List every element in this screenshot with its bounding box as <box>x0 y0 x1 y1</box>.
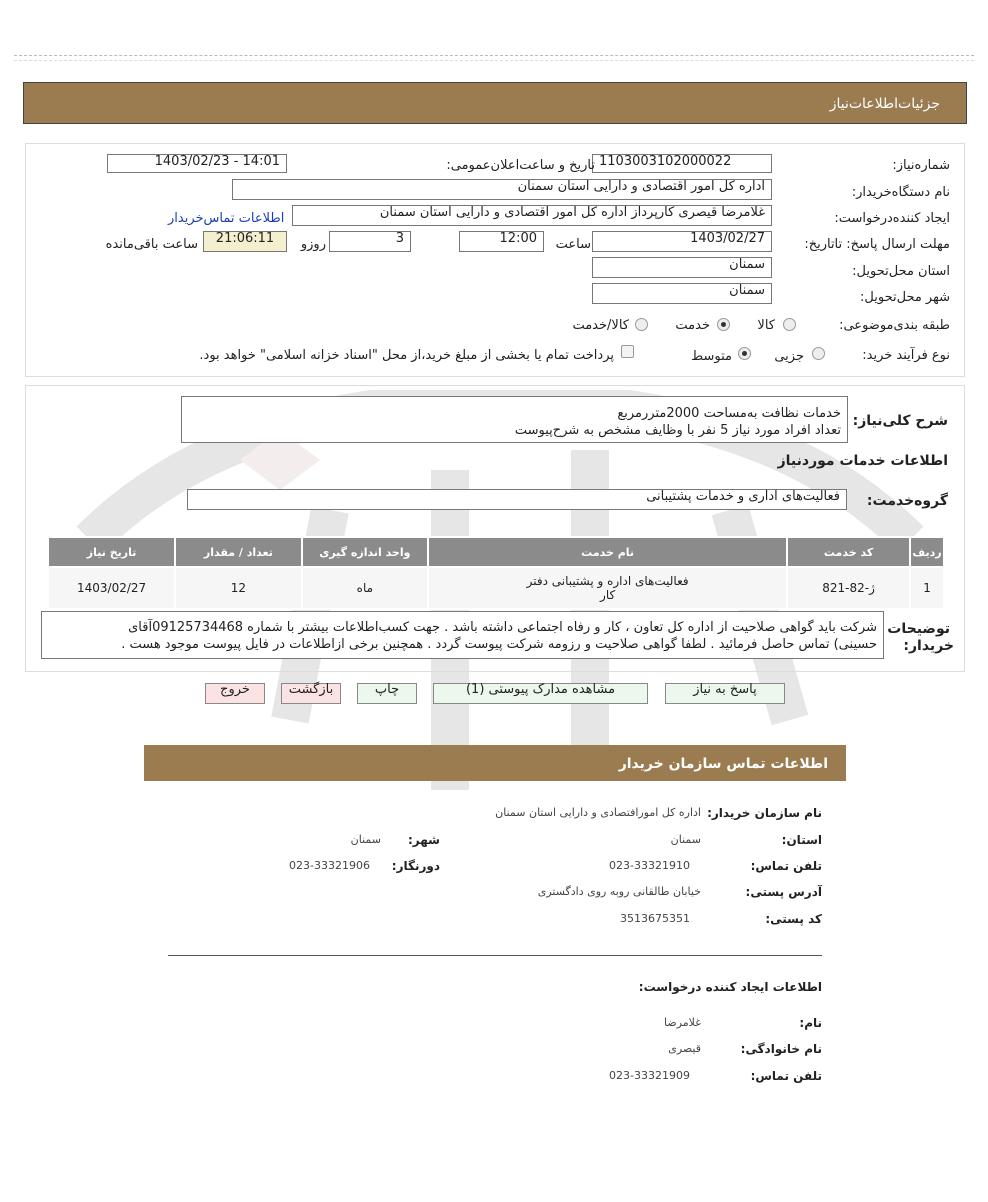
cell-name <box>428 567 787 609</box>
process-medium-radio[interactable] <box>738 347 751 360</box>
print-button[interactable]: چاپ <box>357 683 417 704</box>
summary-field <box>181 396 848 443</box>
creator-heading: اطلاعات ایجاد کننده درخواست: <box>638 980 822 994</box>
days-value: 3 <box>395 231 404 246</box>
buyer-org-field: اداره کل امور اقتصادی و دارایی استان سمنان <box>232 179 772 200</box>
deadline-date-value: 1403/02/27 <box>690 231 765 246</box>
deadline-time-field <box>459 231 544 252</box>
fax-label: دورنگار: <box>391 859 440 873</box>
category-goods-radio[interactable] <box>783 318 796 331</box>
days-label: روزو <box>300 237 326 252</box>
attachments-button[interactable]: مشاهده مدارک پیوستی (1) <box>433 683 648 704</box>
phone-value: 023-33321910 <box>609 859 690 872</box>
buyer-notes-line-2: حسینی) تماس حاصل فرمائید . لطفا گواهی صلاحیت و رزومه شرکت پیوست گردد . همچنین برخی ازاطلاعات در فایل پیوست موجود هست . <box>121 637 877 652</box>
city-label: شهر محل‌تحویل: <box>860 290 950 305</box>
contact-city-label: شهر: <box>408 833 440 847</box>
exit-button[interactable]: خروج <box>205 683 265 704</box>
address-label: آدرس پستی: <box>745 885 822 899</box>
col-name: نام خدمت <box>428 537 787 567</box>
category-both-label: کالا/خدمت <box>572 318 629 333</box>
province-label: استان محل‌تحویل: <box>852 264 950 279</box>
summary-line-2: تعداد افراد مورد نیاز 5 نفر با وظایف مشخص به شرح‌پیوست <box>514 423 841 438</box>
service-group-label: گروه‌خدمت: <box>866 493 948 509</box>
creator-family-value: قیصری <box>668 1042 701 1055</box>
col-qty: تعداد / مقدار <box>175 537 301 567</box>
address-value: خیابان طالقانی روبه روی دادگستری <box>537 885 701 898</box>
buyer-notes-field <box>41 611 884 659</box>
top-divider <box>14 55 974 61</box>
buyer-notes-line-1: شرکت باید گواهی صلاحیت از اداره کل تعاون ، کار و رفاه اجتماعی داشته باشد . جهت کسب‌اطلاعات بیشتر با شماره 09125734468آقای <box>128 620 877 635</box>
back-button[interactable]: بازگشت <box>281 683 341 704</box>
summary-line-1: خدمات نظافت به‌مساحت 2000متررمربع <box>617 406 841 421</box>
deadline-time-value: 12:00 <box>499 231 537 246</box>
city-field: سمنان <box>592 283 772 304</box>
hour-label: ساعت <box>555 237 591 252</box>
days-field <box>329 231 411 252</box>
table-row <box>48 567 944 609</box>
page-header <box>23 82 967 124</box>
creator-field: غلامرضا قیصری کارپرداز اداره کل امور اقتصادی و دارایی استان سمنان <box>292 205 772 226</box>
category-both-radio[interactable] <box>635 318 648 331</box>
remaining-time-field: 21:06:11 <box>203 231 287 252</box>
category-service-radio[interactable] <box>717 318 730 331</box>
cell-qty: 12 <box>175 567 301 609</box>
contact-section-header <box>144 745 846 781</box>
remaining-label: ساعت باقی‌مانده <box>105 237 198 252</box>
phone-label: تلفن تماس: <box>750 859 822 873</box>
announce-field <box>107 154 287 173</box>
buyer-notes-label-1: توضیحات <box>887 621 950 637</box>
contact-divider <box>168 955 822 956</box>
org-label: نام سازمان خریدار: <box>707 806 822 820</box>
buyer-contact-link[interactable]: اطلاعات تماس‌خریدار <box>168 211 285 226</box>
col-date: تاریخ نیاز <box>48 537 175 567</box>
buyer-notes-label-2: خریدار: <box>903 638 954 654</box>
category-label: طبقه بندی‌موضوعی: <box>839 318 950 333</box>
category-service-label: خدمت <box>675 318 710 333</box>
creator-phone-label: تلفن تماس: <box>750 1069 822 1083</box>
announce-value: 1403/02/23 - 14:01 <box>154 154 280 169</box>
cell-name-line2: کار <box>600 588 616 602</box>
cell-name-line1: فعالیت‌های اداره و پشتیبانی دفتر <box>526 574 689 588</box>
postal-value: 3513675351 <box>620 912 690 925</box>
col-unit: واحد اندازه گیری <box>302 537 428 567</box>
need-number-label: شماره‌نیاز: <box>892 158 950 173</box>
reply-button[interactable]: پاسخ به نیاز <box>665 683 785 704</box>
province-field: سمنان <box>592 257 772 278</box>
service-group-field: فعالیت‌های اداری و خدمات پشتیبانی <box>187 489 847 510</box>
contact-section-title: اطلاعات تماس سازمان خریدار <box>618 756 828 772</box>
col-code: کد خدمت <box>787 537 910 567</box>
postal-label: کد پستی: <box>765 912 822 926</box>
creator-name-value: غلامرضا <box>664 1016 701 1029</box>
process-label: نوع فرآیند خرید: <box>862 348 950 363</box>
process-minor-radio[interactable] <box>812 347 825 360</box>
treasury-checkbox[interactable] <box>621 345 634 358</box>
cell-code: ژ-82-821 <box>787 567 910 609</box>
org-value: اداره کل امورافتصادی و دارایی استان سمنان <box>495 806 701 819</box>
creator-label: ایجاد کننده‌درخواست: <box>834 211 950 226</box>
contact-province-label: استان: <box>781 833 822 847</box>
col-row: ردیف <box>910 537 944 567</box>
need-number-field: 1103003102000022 <box>592 154 772 173</box>
payment-note: پرداخت تمام یا بخشی از مبلغ خرید،از محل "اسناد خزانه اسلامی" خواهد بود. <box>199 348 614 363</box>
fax-value: 023-33321906 <box>289 859 370 872</box>
deadline-date-field <box>592 231 772 252</box>
process-minor-label: جزیی <box>774 349 804 364</box>
cell-row: 1 <box>910 567 944 609</box>
cell-unit: ماه <box>302 567 428 609</box>
creator-phone-value: 023-33321909 <box>609 1069 690 1082</box>
category-goods-label: کالا <box>757 318 775 333</box>
deadline-label: مهلت ارسال پاسخ: تاتاریخ: <box>804 237 950 252</box>
cell-date: 1403/02/27 <box>48 567 175 609</box>
services-table <box>47 536 945 610</box>
services-heading: اطلاعات خدمات مورد‌نیاز <box>777 453 948 469</box>
process-medium-label: متوسط <box>691 349 732 364</box>
page-title: جزئیات‌اطلاعات‌نیاز <box>829 96 940 112</box>
creator-name-label: نام: <box>799 1016 822 1030</box>
creator-family-label: نام خانوادگی: <box>740 1042 822 1056</box>
services-table-header <box>48 537 944 567</box>
summary-label: شرح کلی‌نیاز: <box>852 413 948 429</box>
announce-label: تاریخ و ساعت‌اعلان‌عمومی: <box>446 158 595 173</box>
contact-province-value: سمنان <box>670 833 701 846</box>
buyer-org-label: نام دستگاه‌خریدار: <box>851 185 950 200</box>
contact-city-value: سمنان <box>350 833 381 846</box>
